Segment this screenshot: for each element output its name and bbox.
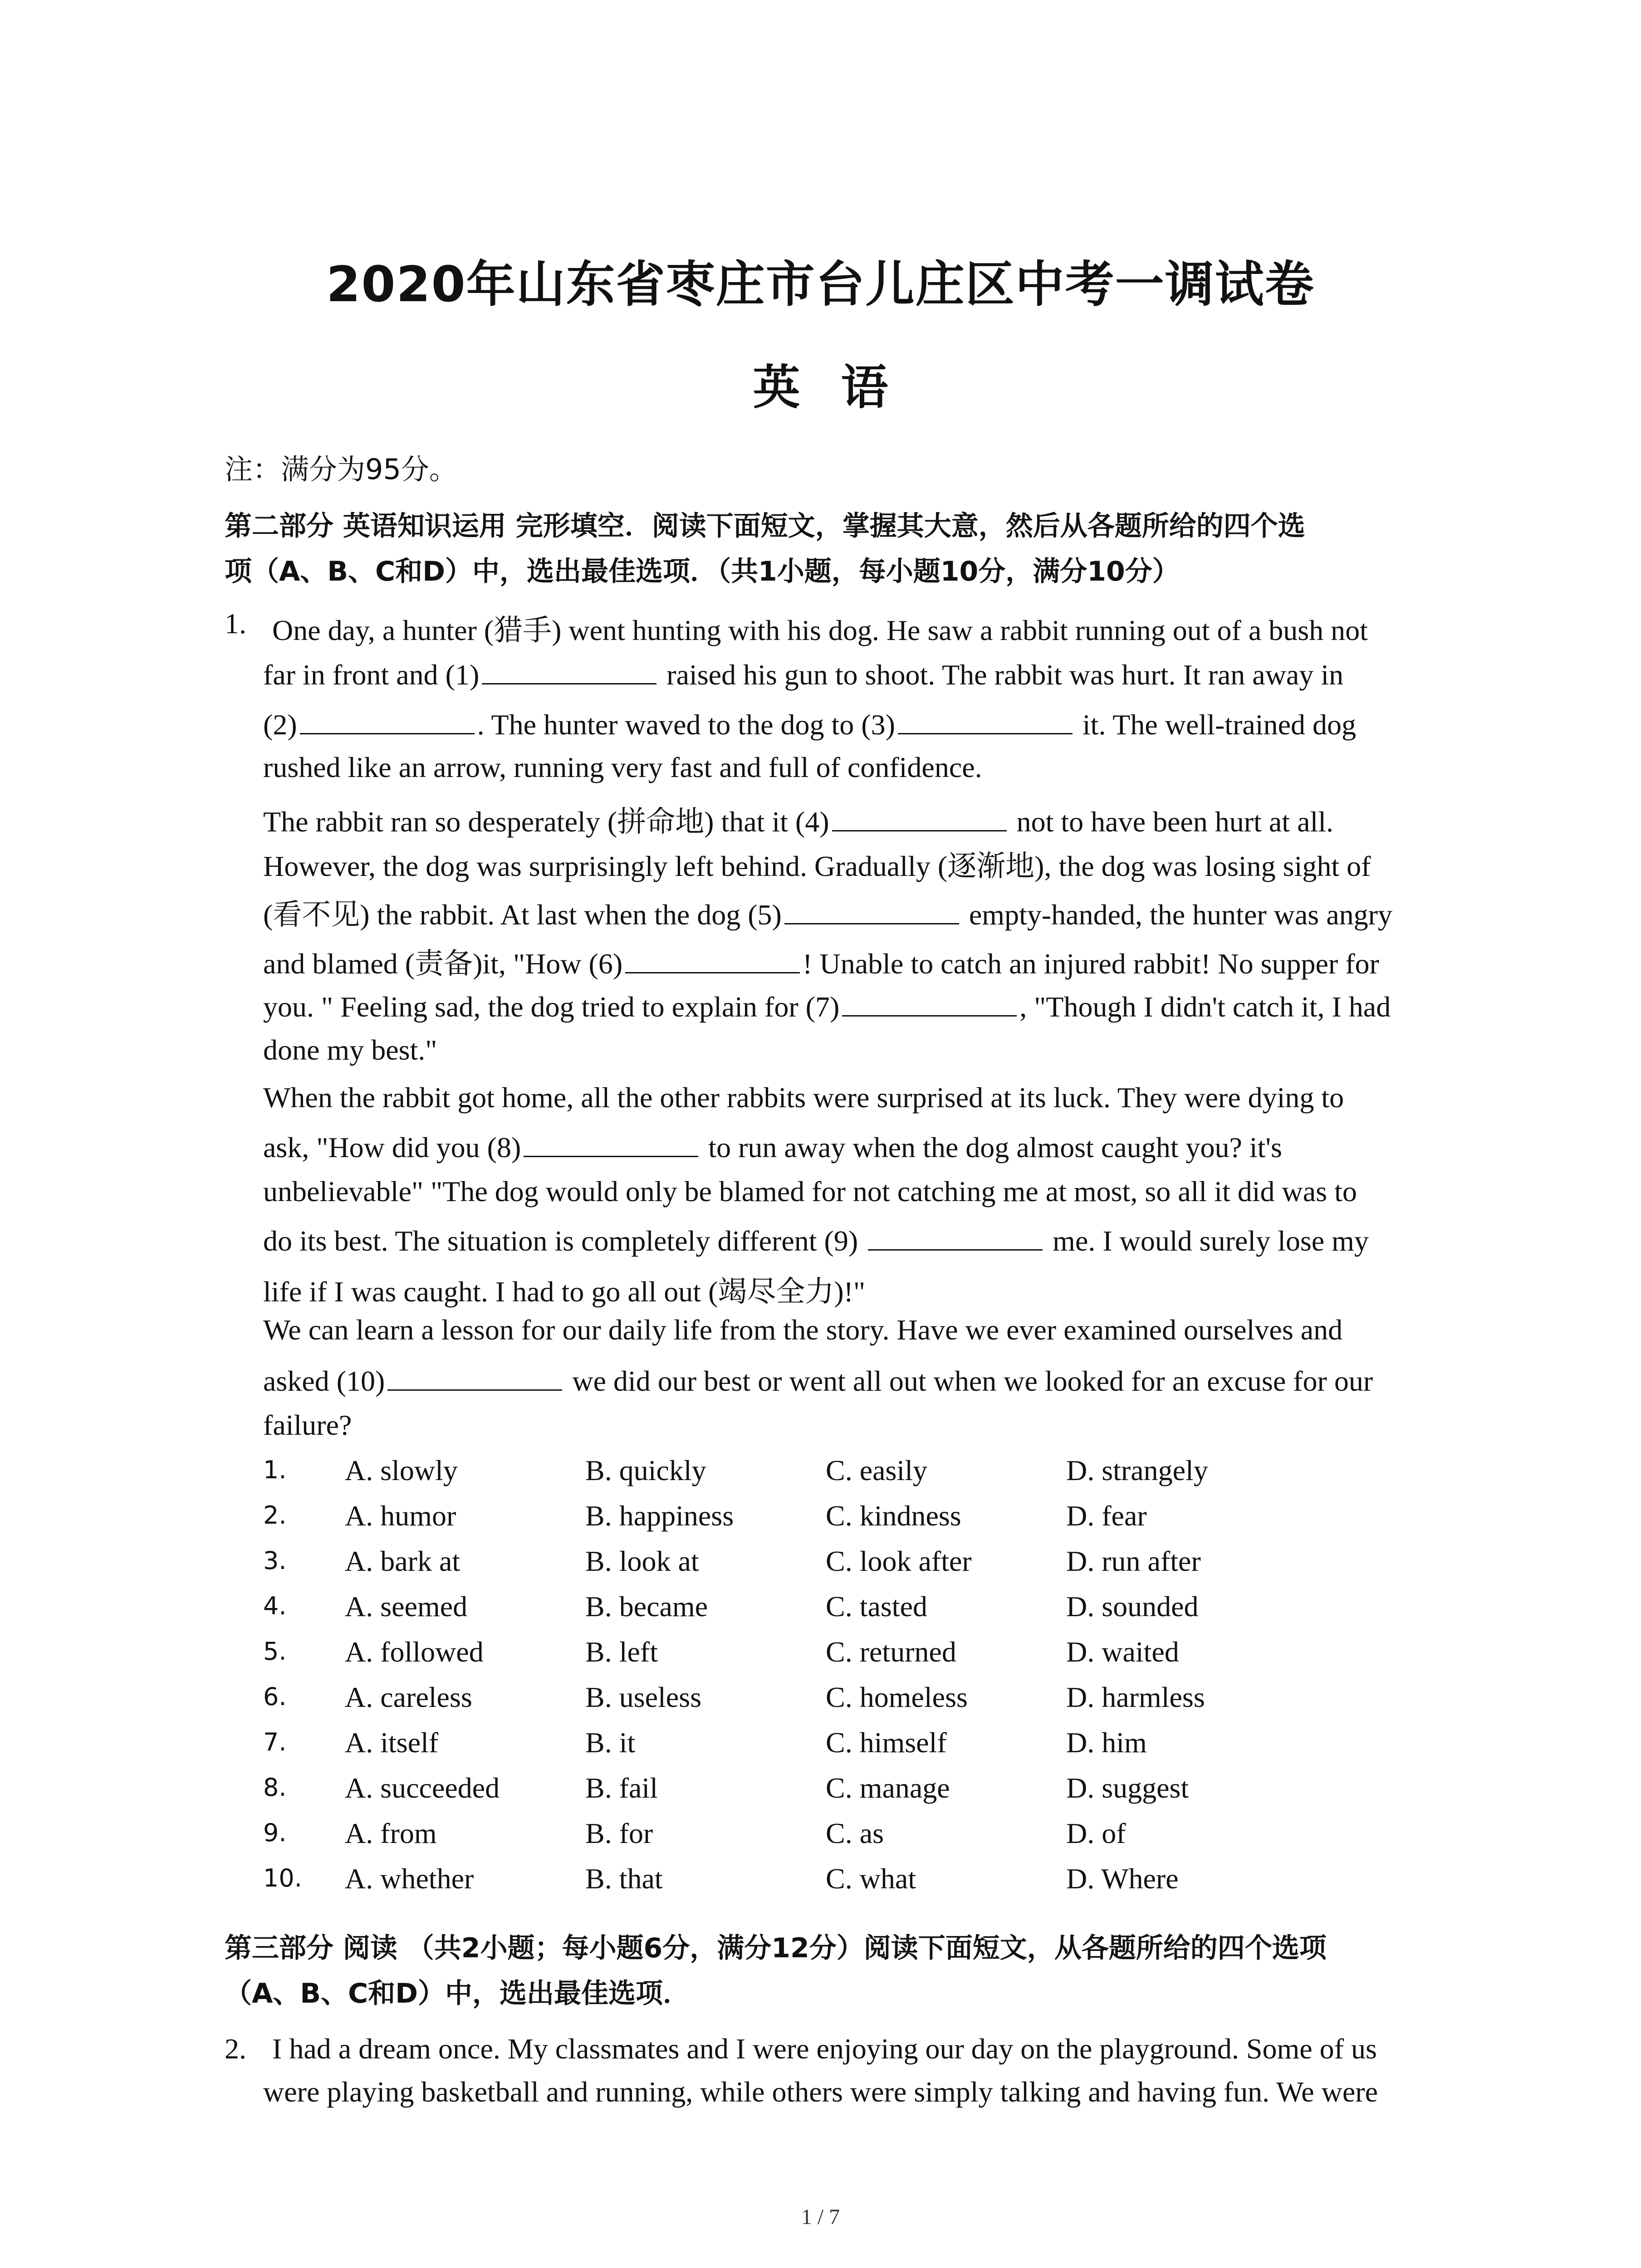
option-row xyxy=(263,1681,1488,1721)
option-number: 2. xyxy=(263,1501,287,1530)
option-b: B. happiness xyxy=(585,1500,734,1532)
section-2-line-1: 第二部分 英语知识运用 完形填空．阅读下面短文，掌握其大意，然后从各题所给的四个选 xyxy=(225,510,1305,542)
section-2-instructions xyxy=(225,503,1459,594)
option-row xyxy=(263,1862,1488,1903)
option-d: D. run after xyxy=(1066,1545,1201,1577)
answer-blank xyxy=(387,1363,562,1391)
option-number: 7. xyxy=(263,1728,287,1756)
option-c: C. look after xyxy=(826,1545,972,1577)
option-b: B. for xyxy=(585,1817,653,1849)
option-d: D. of xyxy=(1066,1817,1126,1849)
answer-blank xyxy=(842,989,1017,1017)
option-d: D. sounded xyxy=(1066,1590,1199,1623)
option-a: A. seemed xyxy=(345,1590,468,1623)
question-2-number: 2. xyxy=(225,2033,246,2065)
option-row xyxy=(263,1635,1488,1676)
option-c: C. tasted xyxy=(826,1590,927,1623)
option-c: C. manage xyxy=(826,1772,950,1804)
answer-blank xyxy=(625,946,800,973)
passage-text: me. I would surely lose my xyxy=(1045,1225,1369,1257)
passage-line xyxy=(272,607,1368,649)
passage-text: not to have been hurt at all. xyxy=(1009,806,1334,838)
passage-text: do its best. The situation is completely different (9) xyxy=(263,1225,866,1257)
answer-blank xyxy=(300,707,475,734)
option-number: 3. xyxy=(263,1546,287,1575)
option-number: 8. xyxy=(263,1773,287,1802)
option-row xyxy=(263,1590,1488,1631)
passage-text: asked (10) xyxy=(263,1365,385,1397)
option-number: 10. xyxy=(263,1864,302,1892)
option-row xyxy=(263,1545,1488,1585)
passage-text: you. " Feeling sad, the dog tried to explain for (7) xyxy=(263,991,840,1023)
passage-text: we did our best or went all out when we looked for an excuse for our xyxy=(565,1365,1373,1397)
option-b: B. became xyxy=(585,1590,708,1623)
question-2-line-1: I had a dream once. My classmates and I were enjoying our day on the playground. Some of us xyxy=(272,2033,1377,2065)
option-b: B. fail xyxy=(585,1772,658,1804)
answer-blank xyxy=(898,707,1073,734)
passage-text: The rabbit ran so desperately (拼命地) that it (4) xyxy=(263,806,829,838)
passage-line xyxy=(263,1363,1373,1398)
passage-line xyxy=(263,798,1333,840)
option-number: 5. xyxy=(263,1637,287,1666)
option-number: 9. xyxy=(263,1818,287,1847)
option-a: A. careless xyxy=(345,1681,472,1713)
exam-title: 2020年山东省枣庄市台儿庄区中考一调试卷 xyxy=(326,256,1315,313)
question-2-line-2: were playing basketball and running, while others were simply talking and having fun. We were xyxy=(263,2076,1378,2108)
option-b: B. it xyxy=(585,1726,636,1759)
passage-text: far in front and (1) xyxy=(263,659,480,691)
option-a: A. bark at xyxy=(345,1545,460,1577)
question-1-number: 1. xyxy=(225,607,246,640)
passage-line xyxy=(263,843,1371,885)
passage-line xyxy=(263,1268,865,1310)
passage-text: (2) xyxy=(263,709,297,741)
passage-line xyxy=(263,1408,352,1442)
option-d: D. fear xyxy=(1066,1500,1147,1532)
section-3-line-1: 第三部分 阅读 （共2小题；每小题6分，满分12分）阅读下面短文，从各题所给的四个选项 xyxy=(225,1932,1327,1964)
option-d: D. waited xyxy=(1066,1636,1179,1668)
option-d: D. strangely xyxy=(1066,1454,1208,1486)
option-b: B. left xyxy=(585,1636,658,1668)
passage-text: to run away when the dog almost caught you? it's xyxy=(701,1131,1282,1163)
option-a: A. followed xyxy=(345,1636,484,1668)
option-c: C. as xyxy=(826,1817,884,1849)
option-b: B. useless xyxy=(585,1681,701,1713)
option-row xyxy=(263,1499,1488,1540)
section-3-line-2: （A、B、C和D）中，选出最佳选项． xyxy=(225,1978,691,2009)
passage-text: (看不见) the rabbit. At last when the dog (5) xyxy=(263,899,782,931)
option-a: A. from xyxy=(345,1817,437,1849)
passage-text: life if I was caught. I had to go all out (竭尽全力)!" xyxy=(263,1276,866,1308)
passage-line xyxy=(263,1175,1357,1208)
option-a: A. succeeded xyxy=(345,1772,500,1804)
passage-line xyxy=(263,989,1391,1024)
answer-blank xyxy=(524,1129,698,1157)
option-c: C. easily xyxy=(826,1454,927,1486)
answer-blank xyxy=(784,897,959,924)
passage-line xyxy=(263,1313,1342,1347)
passage-line xyxy=(263,891,1392,933)
subject-heading: 英语 xyxy=(753,360,929,415)
option-d: D. harmless xyxy=(1066,1681,1205,1713)
passage-text: raised his gun to shoot. The rabbit was hurt. It ran away in xyxy=(659,659,1344,691)
passage-line xyxy=(263,657,1343,692)
option-b: B. quickly xyxy=(585,1454,706,1486)
passage-text: ! Unable to catch an injured rabbit! No supper for xyxy=(803,948,1379,980)
passage-line xyxy=(263,707,1356,742)
option-d: D. Where xyxy=(1066,1862,1179,1895)
passage-text: We can learn a lesson for our daily life from the story. Have we ever examined ourselves and xyxy=(263,1314,1343,1346)
option-a: A. humor xyxy=(345,1500,456,1532)
passage-text: However, the dog was surprisingly left behind. Gradually (逐渐地), the dog was losing sight of xyxy=(263,850,1371,882)
score-note: 注：满分为95分。 xyxy=(225,453,457,486)
option-d: D. suggest xyxy=(1066,1772,1189,1804)
passage-line xyxy=(263,751,982,784)
page-number: 1 / 7 xyxy=(801,2205,840,2229)
passage-line xyxy=(263,1129,1282,1164)
passage-text: When the rabbit got home, all the other rabbits were surprised at its luck. They were dying to xyxy=(263,1081,1344,1114)
option-a: A. slowly xyxy=(345,1454,458,1486)
answer-blank xyxy=(482,657,656,684)
answer-blank xyxy=(832,804,1007,831)
answer-blank xyxy=(868,1223,1043,1251)
option-c: C. himself xyxy=(826,1726,947,1759)
option-number: 6. xyxy=(263,1682,287,1711)
passage-line xyxy=(263,940,1379,982)
section-3-instructions xyxy=(225,1926,1459,2016)
passage-line xyxy=(263,1223,1369,1258)
option-b: B. look at xyxy=(585,1545,699,1577)
option-c: C. what xyxy=(826,1862,916,1895)
passage-text: One day, a hunter (猎手) went hunting with his dog. He saw a rabbit running out of a bush not xyxy=(272,614,1368,646)
section-2-line-2: 项（A、B、C和D）中，选出最佳选项．（共1小题，每小题10分，满分10分） xyxy=(225,556,1180,587)
option-number: 4. xyxy=(263,1592,287,1620)
option-row xyxy=(263,1726,1488,1767)
passage-text: empty-handed, the hunter was angry xyxy=(961,899,1392,931)
option-d: D. him xyxy=(1066,1726,1147,1759)
passage-text: it. The well-trained dog xyxy=(1075,709,1356,741)
passage-text: . The hunter waved to the dog to (3) xyxy=(477,709,895,741)
option-row xyxy=(263,1817,1488,1857)
passage-text: rushed like an arrow, running very fast and full of confidence. xyxy=(263,751,982,783)
option-row xyxy=(263,1454,1488,1495)
passage-line xyxy=(263,1033,437,1067)
option-c: C. homeless xyxy=(826,1681,968,1713)
passage-text: ask, "How did you (8) xyxy=(263,1131,521,1163)
option-c: C. returned xyxy=(826,1636,956,1668)
option-a: A. itself xyxy=(345,1726,439,1759)
option-number: 1. xyxy=(263,1456,287,1484)
option-a: A. whether xyxy=(345,1862,474,1895)
passage-text: done my best." xyxy=(263,1034,437,1066)
option-c: C. kindness xyxy=(826,1500,961,1532)
passage-text: and blamed (责备)it, "How (6) xyxy=(263,948,623,980)
passage-text: unbelievable" "The dog would only be blamed for not catching me at most, so all it did was to xyxy=(263,1175,1357,1207)
passage-line xyxy=(263,1081,1344,1114)
option-row xyxy=(263,1771,1488,1812)
passage-text: , "Though I didn't catch it, I had xyxy=(1019,991,1391,1023)
passage-text: failure? xyxy=(263,1409,352,1441)
option-b: B. that xyxy=(585,1862,663,1895)
